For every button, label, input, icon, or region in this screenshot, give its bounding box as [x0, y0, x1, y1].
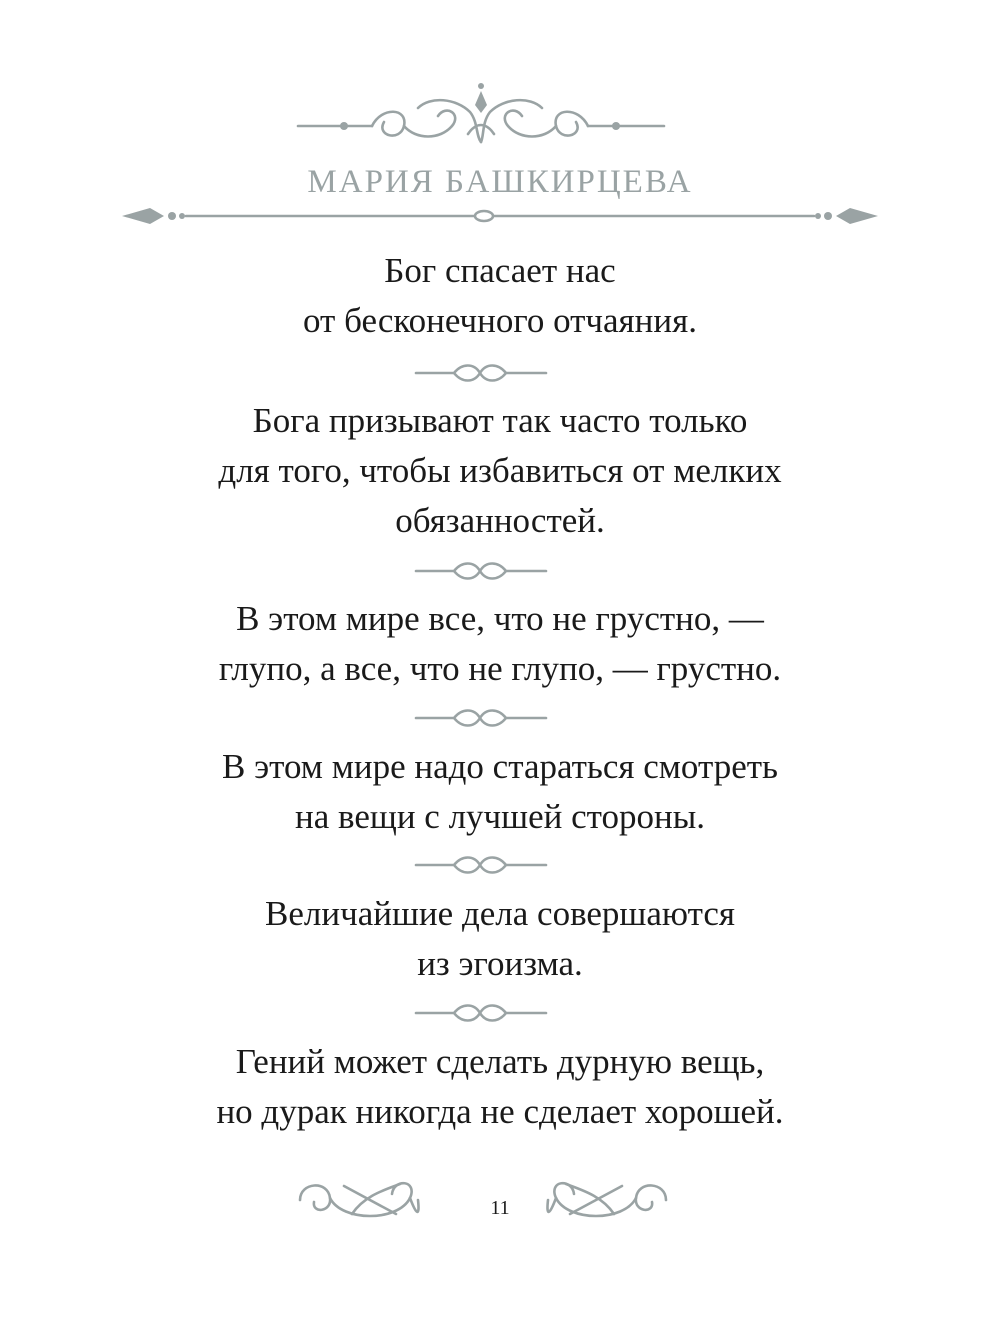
quote-line: от бесконечного отчаяния.: [303, 301, 697, 340]
quote-4: [0, 742, 1000, 842]
quote-5: [0, 889, 1000, 989]
quote-line: Величайшие дела совершаются: [265, 894, 735, 933]
quote-3: [0, 594, 1000, 694]
top-flourish-ornament: [298, 83, 664, 142]
separator-ornament-3: [416, 711, 546, 726]
quote-line: В этом мире все, что не грустно, —: [236, 599, 764, 638]
separator-ornament-5: [416, 1006, 546, 1021]
quote-line: из эгоизма.: [417, 944, 583, 983]
quote-2: [0, 396, 1000, 546]
quote-line: Гений может сделать дурную вещь,: [235, 1042, 765, 1081]
separator-ornament-2: [416, 564, 546, 579]
quote-line: но дурак никогда не сделает хорошей.: [216, 1092, 784, 1131]
quote-line: на вещи с лучшей стороны.: [295, 797, 705, 836]
header-rule-ornament: [122, 208, 878, 224]
author-name: МАРИЯ БАШКИРЦЕВА: [307, 164, 693, 200]
quote-6: [0, 1037, 1000, 1137]
quote-1: [0, 246, 1000, 346]
quote-line: В этом мире надо стараться смотреть: [222, 747, 778, 786]
quote-line: Бога призывают так часто только: [252, 401, 748, 440]
quote-line: глупо, а все, что не глупо, — грустно.: [218, 649, 782, 688]
separator-ornament-1: [416, 366, 546, 381]
quote-line: для того, чтобы избавиться от мелких: [218, 451, 782, 490]
quote-line: обязанностей.: [395, 501, 605, 540]
page-number: 11: [490, 1197, 510, 1219]
quote-line: Бог спасает нас: [384, 251, 616, 290]
separator-ornament-4: [416, 858, 546, 873]
